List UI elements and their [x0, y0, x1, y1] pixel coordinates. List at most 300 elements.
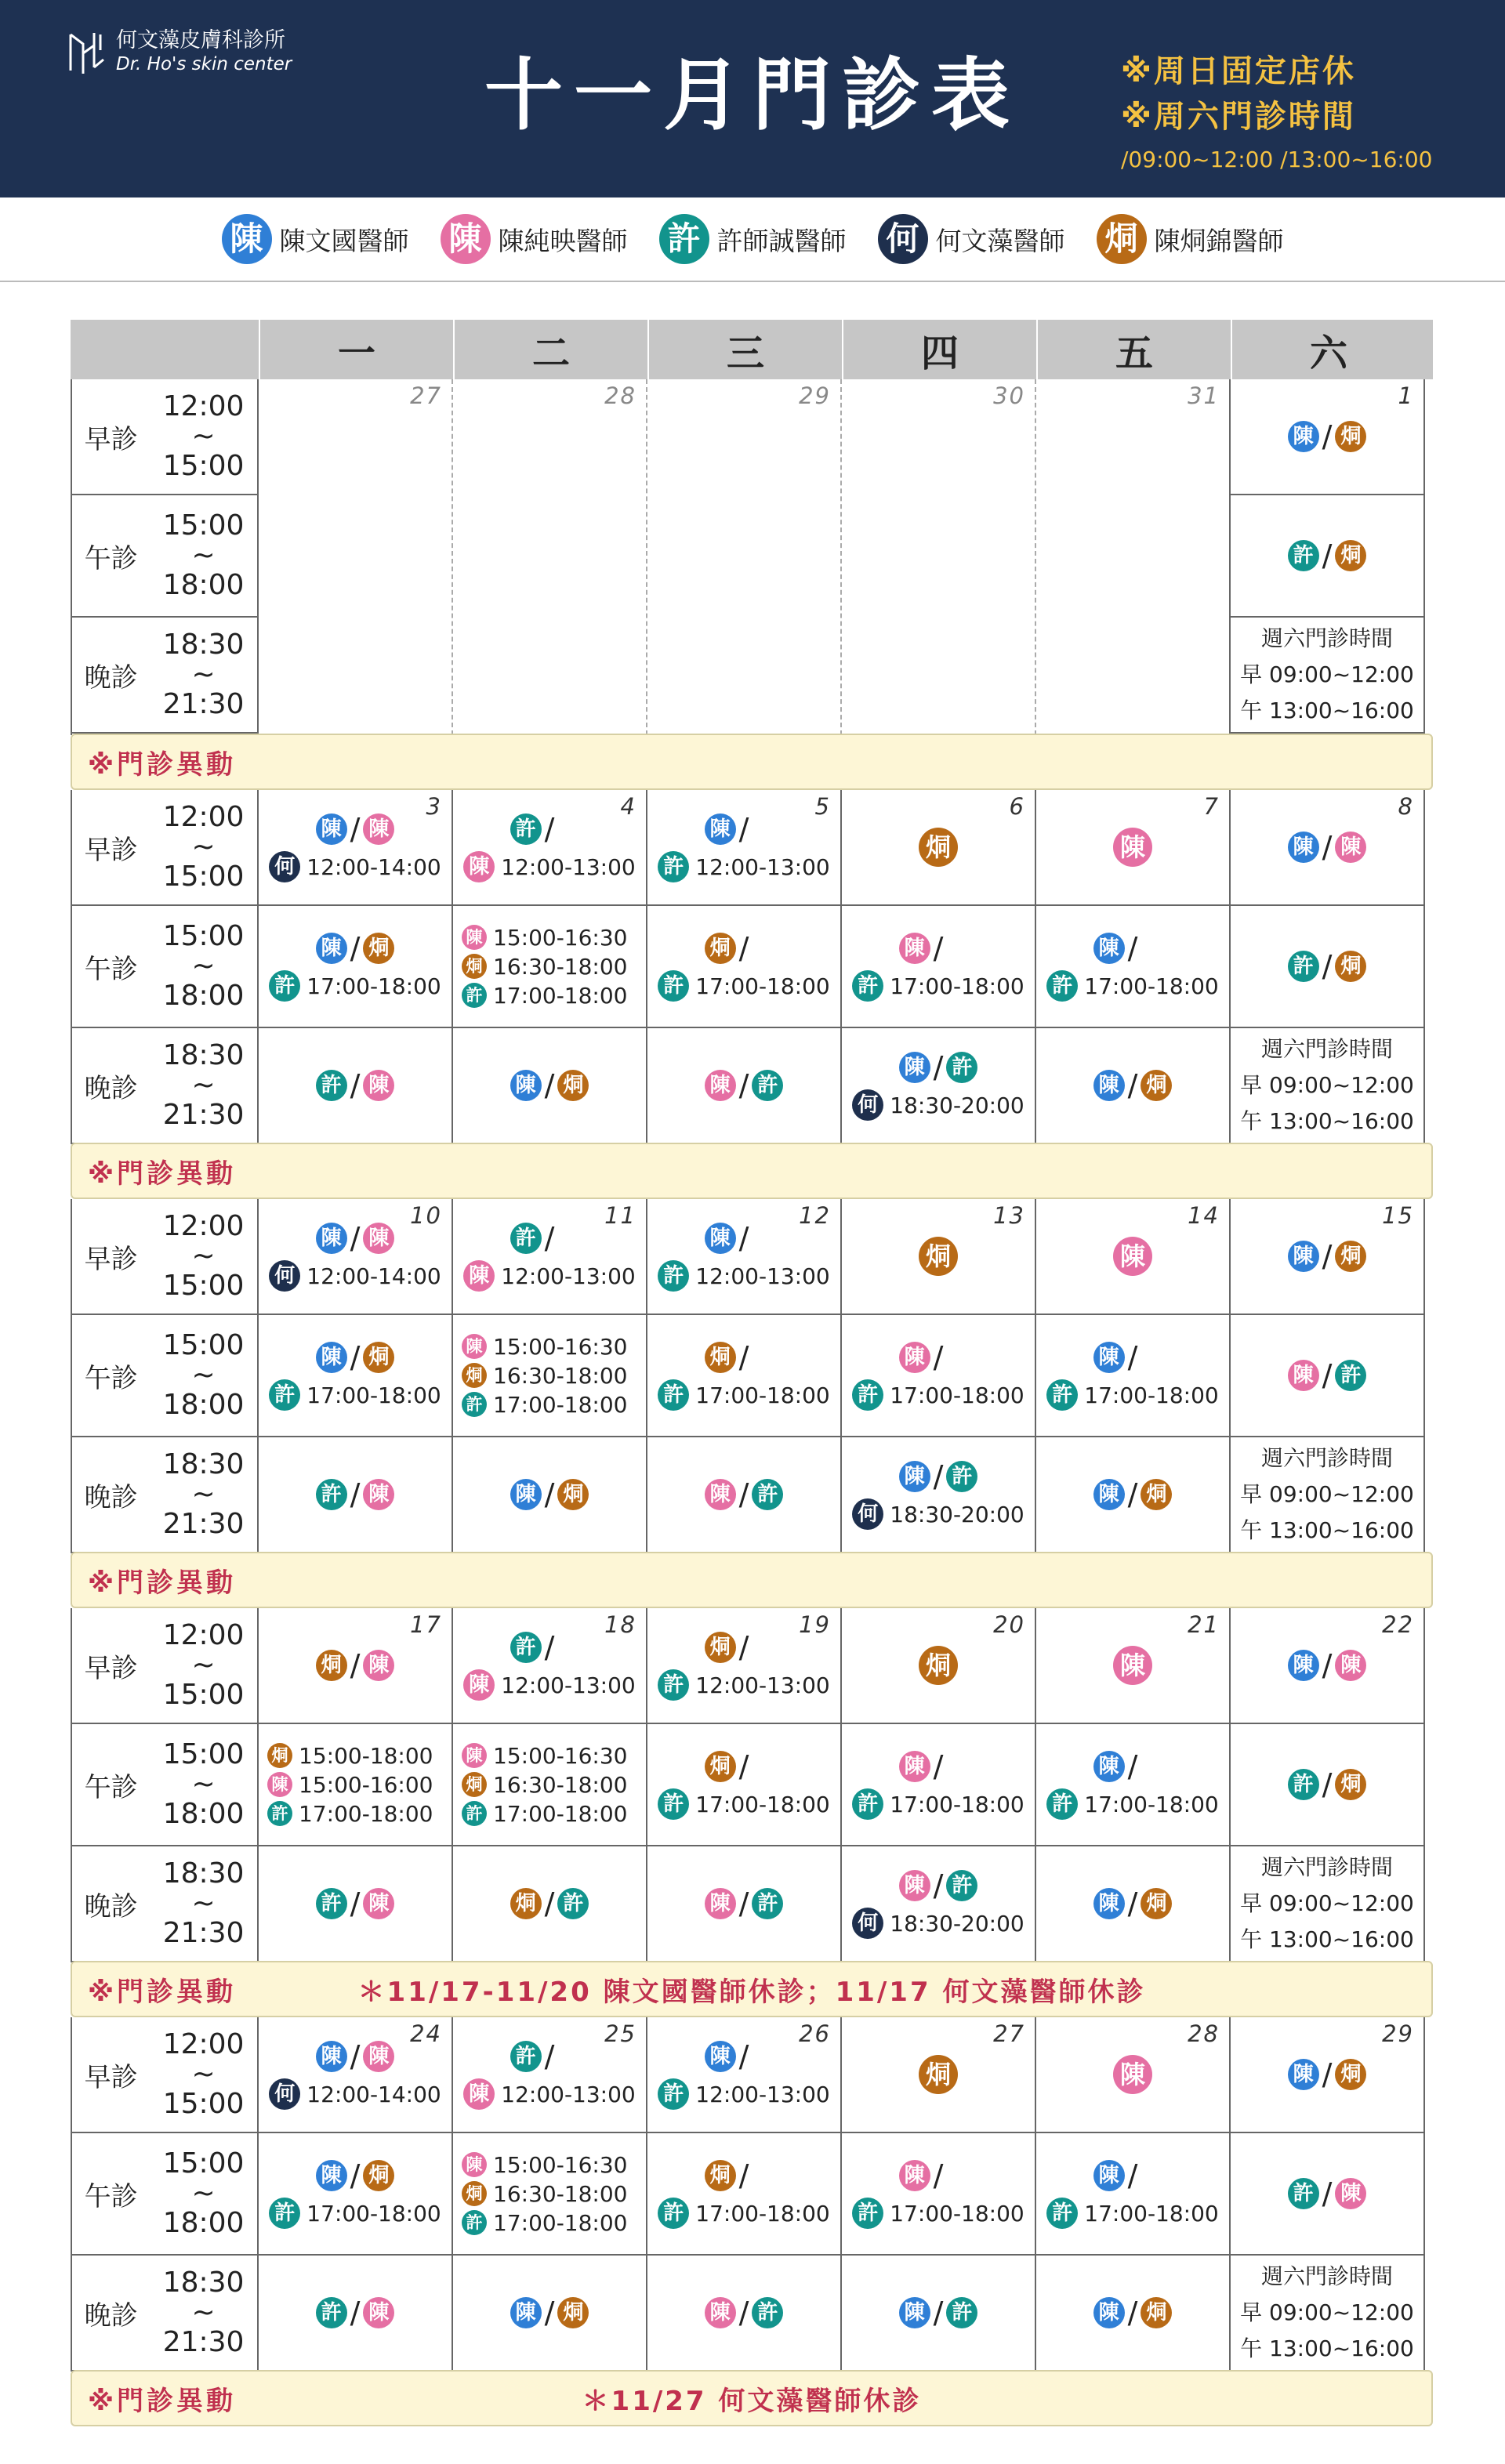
schedule-cell	[647, 2256, 840, 2372]
doctor-pair	[316, 2296, 395, 2330]
shift-time: 12:00-14:00	[306, 2081, 441, 2107]
doctor-badge-c4: 何	[852, 1089, 883, 1121]
session-label: 晚診	[84, 1481, 138, 1513]
session-3	[72, 2256, 257, 2372]
saturday-hours-title: 週六門診時間	[1260, 2263, 1393, 2289]
doctor-badge-c1: 陳	[899, 1052, 930, 1083]
doctor-badge-c5: 烔	[557, 1479, 589, 1510]
slash: /	[1127, 2296, 1138, 2330]
shift-time: 16:30-18:00	[493, 953, 628, 980]
extra-shift	[463, 851, 636, 882]
schedule-change-banner	[71, 1143, 1433, 1199]
session-time-sep: ~	[191, 658, 216, 690]
schedule-cell	[453, 495, 646, 618]
doctor-badge-c5: 烔	[462, 1363, 487, 1388]
doctor-badge-c1: 陳	[899, 2297, 930, 2328]
doctor-pair	[316, 1068, 395, 1103]
doctor-pair	[1288, 538, 1367, 573]
date-number: 28	[604, 382, 636, 409]
doctor-badge-c2: 陳	[899, 1342, 930, 1373]
weekday-5: 五	[1036, 320, 1231, 379]
doctor-badge-c4: 何	[852, 1908, 883, 1939]
extra-shift	[658, 1788, 830, 1820]
slash: /	[738, 1477, 749, 1512]
doctor-badge-c5: 烔	[363, 2160, 394, 2191]
session-time-end: 15:00	[162, 861, 245, 893]
date-number: 18	[604, 1611, 636, 1638]
doctor-badge-c2: 陳	[1113, 2055, 1152, 2094]
doctor-badge-c3: 許	[852, 1379, 883, 1411]
date-number: 24	[410, 2020, 442, 2047]
session-time-sep: ~	[191, 539, 216, 571]
shift-time: 16:30-18:00	[493, 1362, 628, 1389]
day-column	[647, 379, 842, 735]
doctor-badge-c5: 烔	[705, 1751, 736, 1782]
session-time	[150, 803, 257, 892]
shift-time: 17:00-18:00	[890, 973, 1024, 999]
doctor-badge-c3: 許	[462, 2210, 487, 2235]
doctor-pair	[1288, 1767, 1367, 1802]
session-labels	[71, 2017, 259, 2372]
session-label: 午診	[84, 542, 138, 574]
extra-shift	[658, 851, 830, 882]
extra-shift	[1046, 1379, 1219, 1411]
doctor-badge-c1: 陳	[1093, 1751, 1125, 1782]
date-number: 31	[1188, 382, 1220, 409]
day-column	[1231, 379, 1425, 735]
schedule-cell	[1036, 495, 1229, 618]
doctor-badge-c1: 陳	[1093, 1342, 1125, 1373]
doctor-badge-c2: 陳	[462, 2152, 487, 2177]
doctor-pair	[899, 931, 978, 966]
doctor-pair	[899, 1749, 978, 1784]
week-row	[71, 1608, 1433, 1962]
session-time-start: 12:00	[162, 1210, 245, 1242]
session-time	[150, 2149, 257, 2238]
doctor-badge-c5: 烔	[705, 2160, 736, 2191]
schedule-cell	[842, 1846, 1035, 1962]
session-time-sep: ~	[191, 2296, 216, 2328]
doctor-badge-c3: 許	[752, 1479, 783, 1510]
doctor-badge-c1: 陳	[705, 1223, 736, 1254]
schedule-cell	[259, 1028, 452, 1144]
extra-shift	[658, 2078, 830, 2110]
header-corner	[71, 320, 259, 379]
schedule-calendar	[71, 320, 1433, 2426]
doctor-pair	[705, 1340, 784, 1375]
shift-time: 16:30-18:00	[493, 2180, 628, 2207]
session-time	[150, 630, 257, 719]
date-number: 27	[993, 2020, 1025, 2047]
session-time-end: 21:30	[162, 1099, 245, 1131]
session-3	[72, 618, 257, 734]
doctor-badge-c3: 許	[1288, 1769, 1319, 1800]
doctor-badge-c3: 許	[658, 2078, 689, 2110]
doctor-badge-c2: 陳	[462, 1743, 487, 1768]
date-number: 15	[1382, 1202, 1414, 1229]
saturday-hours-value: /09:00~12:00 /13:00~16:00	[1121, 147, 1433, 172]
shift-time: 12:00-13:00	[695, 853, 830, 880]
day-column	[842, 790, 1036, 1144]
saturday-hours-am: 早 09:00~12:00	[1240, 1072, 1414, 1098]
schedule-cell	[259, 1608, 452, 1724]
legend-item-c3	[659, 214, 847, 264]
slash: /	[738, 2158, 749, 2193]
schedule-change-banner	[71, 734, 1433, 790]
session-time-start: 18:30	[162, 1039, 245, 1071]
slash: /	[1127, 1886, 1138, 1921]
slash: /	[933, 1868, 944, 1903]
doctor-pair	[705, 1477, 784, 1512]
doctor-badge-c1: 陳	[316, 2160, 347, 2191]
schedule-cell	[259, 1315, 452, 1437]
doctor-badge-c3: 許	[946, 1461, 977, 1492]
schedule-cell	[842, 495, 1035, 618]
doctor-badge-c3: 許	[510, 1223, 542, 1254]
day-column	[1231, 2017, 1425, 2372]
doctor-pair	[1288, 1358, 1367, 1393]
day-column	[842, 1608, 1036, 1962]
shift-time: 15:00-16:30	[493, 924, 628, 951]
session-time-start: 15:00	[162, 1329, 245, 1361]
schedule-cell	[259, 1199, 452, 1315]
session-time-end: 18:00	[162, 2207, 245, 2239]
shift-time: 17:00-18:00	[695, 973, 830, 999]
date-number: 30	[993, 382, 1025, 409]
clinic-name-en: Dr. Ho's skin center	[116, 54, 292, 74]
session-time-sep: ~	[191, 420, 216, 452]
extra-shift	[1046, 2198, 1219, 2229]
doctor-badge-c3: 許	[267, 1801, 292, 1826]
schedule-cell	[453, 1846, 646, 1962]
slash: /	[350, 1477, 361, 1512]
doctor-badge-c5: 烔	[919, 1646, 958, 1685]
legend-label: 許師誠醫師	[716, 225, 847, 256]
session-time-start: 15:00	[162, 509, 245, 542]
weekday-header	[71, 320, 1433, 379]
schedule-cell	[1036, 1028, 1229, 1144]
schedule-cell	[1036, 2133, 1229, 2256]
extra-shift	[852, 970, 1024, 1002]
extra-shift	[658, 1669, 830, 1701]
day-column	[1036, 379, 1231, 735]
session-time-start: 15:00	[162, 1738, 245, 1770]
shift-time: 12:00-13:00	[501, 2081, 636, 2107]
slash: /	[544, 1221, 555, 1256]
doctor-badge-c5: 烔	[1335, 951, 1366, 982]
doctor-badge-c3: 許	[510, 1632, 542, 1663]
day-column	[453, 1608, 647, 1962]
slash: /	[738, 931, 749, 966]
slash: /	[1322, 1767, 1333, 1802]
slash: /	[1127, 1477, 1138, 1512]
legend-label: 陳純映醫師	[498, 225, 628, 256]
slash: /	[738, 1340, 749, 1375]
slash: /	[1127, 1340, 1138, 1375]
slash: /	[350, 1340, 361, 1375]
doctor-badge-c3: 許	[1288, 951, 1319, 982]
doctor-badge-c5: 烔	[919, 828, 958, 867]
session-time-sep: ~	[191, 2177, 216, 2209]
doctor-badge-c5: 烔	[1141, 1888, 1172, 1919]
day-column	[842, 1199, 1036, 1553]
slash: /	[933, 1340, 944, 1375]
saturday-hours-title: 週六門診時間	[1260, 1445, 1393, 1471]
day-column	[453, 790, 647, 1144]
schedule-cell	[453, 379, 646, 495]
shift-time: 12:00-13:00	[501, 1263, 636, 1289]
doctor-pair	[705, 2158, 784, 2193]
session-label: 午診	[84, 2180, 138, 2212]
session-time-sep: ~	[191, 1359, 216, 1391]
day-column	[453, 1199, 647, 1553]
schedule-cell	[259, 790, 452, 906]
weeks-container	[71, 379, 1433, 2426]
doctor-badge-c3: 許	[852, 1788, 883, 1820]
shift-time: 17:00-18:00	[890, 2200, 1024, 2227]
doctor-pair	[510, 1221, 589, 1256]
time-line	[462, 1772, 637, 1798]
schedule-cell	[1231, 1028, 1423, 1144]
doctor-badge-c5: 烔	[705, 1632, 736, 1663]
doctor-pair	[510, 1068, 589, 1103]
date-number: 27	[410, 382, 442, 409]
shift-time: 15:00-16:30	[493, 2151, 628, 2178]
session-3	[72, 1846, 257, 1962]
session-time-sep: ~	[191, 1887, 216, 1919]
schedule-cell	[1231, 1846, 1423, 1962]
extra-shift	[852, 1379, 1024, 1411]
schedule-cell	[842, 2256, 1035, 2372]
schedule-cell	[647, 1724, 840, 1846]
schedule-cell	[453, 1028, 646, 1144]
date-number: 10	[410, 1202, 442, 1229]
shift-time: 17:00-18:00	[306, 1382, 441, 1408]
time-line	[267, 1743, 443, 1769]
doctor-badge-c5: 烔	[1335, 421, 1366, 452]
session-time-end: 21:30	[162, 688, 245, 720]
extra-shift	[658, 1379, 830, 1411]
doctor-pair	[705, 2296, 784, 2330]
doctor-badge-c3: 許	[946, 1870, 977, 1901]
session-time-start: 18:30	[162, 1448, 245, 1480]
slash: /	[350, 2158, 361, 2193]
session-time	[150, 1621, 257, 1710]
date-number: 20	[993, 1611, 1025, 1638]
schedule-cell	[1231, 906, 1423, 1028]
doctor-badge-c5: 烔	[1335, 1769, 1366, 1800]
shift-time: 17:00-18:00	[695, 1382, 830, 1408]
doctor-pair	[510, 1886, 589, 1921]
legend-label: 何文藻醫師	[935, 225, 1065, 256]
doctor-badge-c3: 許	[269, 2198, 300, 2229]
date-number: 5	[814, 793, 831, 820]
date-number: 26	[799, 2020, 831, 2047]
doctor-badge-c5: 烔	[705, 1342, 736, 1373]
schedule-cell	[1231, 1437, 1423, 1553]
doctor-badge-c1: 陳	[1093, 1479, 1125, 1510]
slash: /	[1322, 1648, 1333, 1683]
slash: /	[933, 1749, 944, 1784]
slash: /	[1322, 949, 1333, 984]
day-column	[453, 2017, 647, 2372]
schedule-change-banner	[71, 2370, 1433, 2426]
doctor-badge-c3: 許	[658, 2198, 689, 2229]
doctor-badge-c3: 許	[659, 214, 709, 264]
doctor-pair	[1093, 1749, 1173, 1784]
slash: /	[350, 931, 361, 966]
doctor-badge-c1: 陳	[1288, 1241, 1319, 1272]
schedule-cell	[453, 1724, 646, 1846]
shift-time: 12:00-13:00	[695, 2081, 830, 2107]
doctor-badge-c5: 烔	[557, 1070, 589, 1101]
doctor-badge-c2: 陳	[267, 1772, 292, 1797]
shift-time: 17:00-18:00	[299, 1800, 433, 1827]
schedule-cell	[1036, 618, 1229, 734]
session-time	[150, 1859, 257, 1948]
session-time-start: 15:00	[162, 2147, 245, 2180]
day-column	[259, 790, 453, 1144]
slash: /	[933, 1050, 944, 1085]
schedule-cell	[1231, 2133, 1423, 2256]
session-label: 早診	[84, 1243, 138, 1275]
date-number: 8	[1398, 793, 1414, 820]
doctor-pair	[1288, 2176, 1367, 2211]
extra-shift	[1046, 970, 1219, 1002]
shift-time: 17:00-18:00	[1084, 973, 1219, 999]
schedule-cell	[1231, 618, 1423, 734]
slash: /	[1322, 419, 1333, 454]
session-2	[72, 906, 257, 1028]
extra-shift	[269, 851, 441, 882]
doctor-pair	[705, 1221, 784, 1256]
session-time-start: 12:00	[162, 1619, 245, 1651]
slash: /	[350, 2296, 361, 2330]
doctor-badge-c1: 陳	[510, 1070, 542, 1101]
doctor-badge-c2: 陳	[705, 1479, 736, 1510]
doctor-badge-c3: 許	[658, 1669, 689, 1701]
change-label: ※門診異動	[88, 1976, 237, 2008]
schedule-cell	[842, 2017, 1035, 2133]
doctor-badge-c5: 烔	[1141, 1070, 1172, 1101]
date-number: 25	[604, 2020, 636, 2047]
session-label: 早診	[84, 2061, 138, 2093]
doctor-badge-c5: 烔	[462, 1772, 487, 1797]
date-number: 17	[410, 1611, 442, 1638]
week-row	[71, 379, 1433, 735]
shift-time: 15:00-16:30	[493, 1742, 628, 1769]
shift-time: 17:00-18:00	[1084, 1791, 1219, 1817]
doctor-badge-c1: 陳	[1093, 1070, 1125, 1101]
schedule-cell	[1036, 1846, 1229, 1962]
doctor-badge-c2: 陳	[463, 851, 495, 882]
shift-time: 16:30-18:00	[493, 1771, 628, 1798]
shift-time: 17:00-18:00	[493, 982, 628, 1009]
session-time-end: 18:00	[162, 1389, 245, 1421]
session-label: 晚診	[84, 1890, 138, 1922]
doctor-pair	[316, 1477, 395, 1512]
session-time-sep: ~	[191, 1768, 216, 1800]
schedule-cell	[842, 1724, 1035, 1846]
time-line	[267, 1801, 443, 1827]
doctor-legend	[0, 197, 1505, 282]
schedule-cell	[1036, 1437, 1229, 1553]
schedule-cell	[842, 1608, 1035, 1724]
doctor-pair	[316, 1221, 395, 1256]
session-time-end: 21:30	[162, 2326, 245, 2358]
session-time-end: 15:00	[162, 1270, 245, 1302]
doctor-badge-c3: 許	[462, 1392, 487, 1417]
doctor-badge-c2: 陳	[463, 1669, 495, 1701]
doctor-badge-c2: 陳	[363, 2297, 394, 2328]
extra-shift	[852, 1498, 1024, 1530]
schedule-cell	[842, 2133, 1035, 2256]
session-time	[150, 511, 257, 600]
schedule-cell	[259, 2017, 452, 2133]
extra-shift	[463, 1669, 636, 1701]
doctor-badge-c1: 陳	[1288, 2059, 1319, 2090]
schedule-cell	[1231, 1724, 1423, 1846]
doctor-pair	[705, 1749, 784, 1784]
doctor-badge-c2: 陳	[363, 1070, 394, 1101]
doctor-badge-c4: 何	[269, 2078, 300, 2110]
doctor-badge-c1: 陳	[316, 2041, 347, 2072]
extra-shift	[852, 1788, 1024, 1820]
doctor-pair	[316, 1340, 395, 1375]
doctor-badge-c3: 許	[946, 1052, 977, 1083]
doctor-badge-c5: 烔	[1335, 2059, 1366, 2090]
schedule-cell	[1231, 2256, 1423, 2372]
doctor-badge-c5: 烔	[267, 1743, 292, 1768]
session-time	[150, 392, 257, 481]
doctor-badge-c1: 陳	[899, 1461, 930, 1492]
doctor-pair	[1288, 949, 1367, 984]
slash: /	[738, 1068, 749, 1103]
session-2	[72, 1315, 257, 1437]
schedule-cell	[1036, 790, 1229, 906]
doctor-badge-c5: 烔	[462, 2181, 487, 2206]
session-1	[72, 1199, 257, 1315]
extra-shift	[269, 2198, 441, 2229]
session-time-end: 15:00	[162, 1679, 245, 1711]
schedule-cell	[842, 906, 1035, 1028]
doctor-badge-c2: 陳	[899, 2160, 930, 2191]
doctor-badge-c2: 陳	[363, 1479, 394, 1510]
saturday-hours-pm: 午 13:00~16:00	[1240, 2335, 1414, 2361]
time-line	[462, 1801, 637, 1827]
doctor-badge-c1: 陳	[1093, 1888, 1125, 1919]
session-time	[150, 2030, 257, 2119]
doctor-badge-c4: 何	[852, 1498, 883, 1530]
doctor-pair	[1093, 1068, 1173, 1103]
doctor-badge-c3: 許	[316, 2297, 347, 2328]
doctor-badge-c2: 陳	[363, 2041, 394, 2072]
doctor-badge-c1: 陳	[705, 2041, 736, 2072]
doctor-badge-c1: 陳	[1288, 1650, 1319, 1681]
schedule-cell	[647, 1028, 840, 1144]
doctor-badge-c2: 陳	[1113, 828, 1152, 867]
slash: /	[1322, 2057, 1333, 2092]
saturday-hours-am: 早 09:00~12:00	[1240, 1890, 1414, 1916]
day-column	[647, 2017, 842, 2372]
session-time-end: 15:00	[162, 450, 245, 482]
day-column	[1231, 1608, 1425, 1962]
slash: /	[933, 1459, 944, 1494]
session-time	[150, 1740, 257, 1829]
legend-item-c2	[441, 214, 628, 264]
date-number: 7	[1203, 793, 1220, 820]
schedule-cell	[647, 2133, 840, 2256]
